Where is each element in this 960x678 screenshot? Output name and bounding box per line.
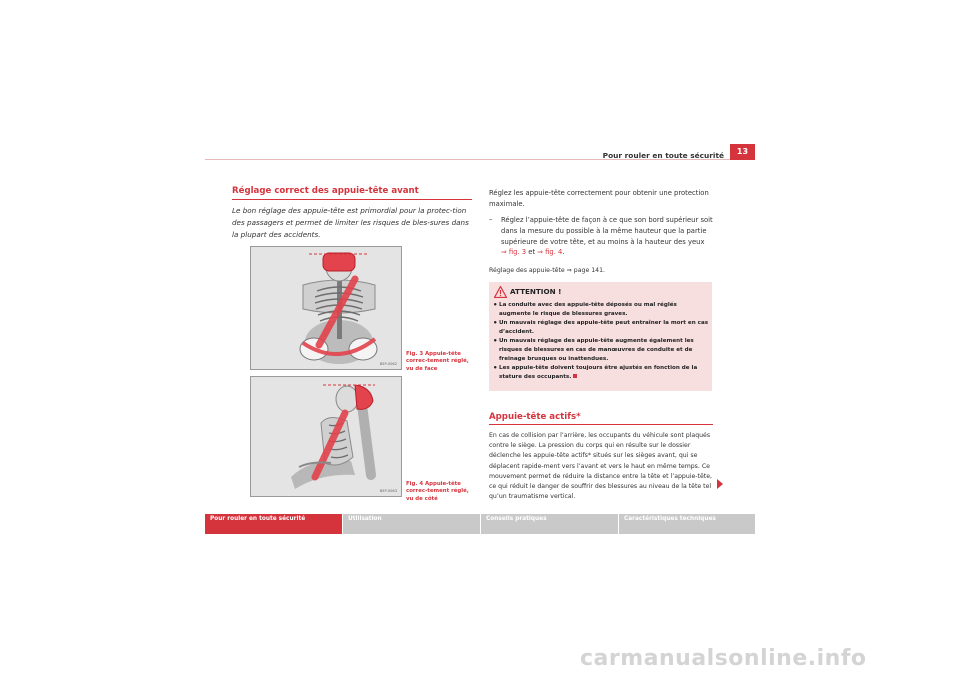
tab-technical-specs[interactable] — [619, 514, 755, 534]
paragraph-active-headrests: En cas de collision par l’arrière, les occupants du véhicule sont plaqués contre le siège. La pression du corps qui en résulte sur le dossier déclenche les appuie-tête actifs* situés sur les sièges avant, qui se déplacent rapide-ment vers l’avant et vers le haut en même temps. Ce mouvement permet de réduire la distance entre la tête et l’appuie-tête, ce qui réduit le danger de souffrir des blessures au niveau de la tête tel qu’un traumatisme vertical. — [489, 432, 712, 501]
link-fig-4[interactable]: ⇒ fig. 4 — [537, 248, 563, 257]
section-heading-front-headrests: Réglage correct des appuie-tête avant — [232, 186, 419, 196]
headrest-reference-link[interactable]: Réglage des appuie-tête ⇒ page 141. — [489, 267, 605, 274]
intro-text: Le bon réglage des appuie-tête est primordial pour la protec-tion des passagers et permet de limiter les risques de bles-sures dans la plupart des accidents. — [232, 206, 469, 239]
section-heading-active-headrests: Appuie-tête actifs* — [489, 412, 581, 422]
figure-3-caption: Fig. 3 Appuie-tête correc-tement réglé, vu de face — [406, 351, 469, 372]
bullet: • — [493, 337, 498, 346]
warning-item-text: Un mauvais réglage des appuie-tête augmente également les risques de blessures en cas de manœuvres de conduite et de freinage brusques ou inattendues. — [499, 338, 694, 362]
step-and: et — [526, 248, 538, 257]
warning-box — [489, 282, 712, 391]
bullet: • — [493, 319, 498, 328]
link-fig-3[interactable]: ⇒ fig. 3 — [501, 248, 527, 257]
warning-title: ATTENTION ! — [510, 287, 562, 296]
warning-item-text: Un mauvais réglage des appuie-tête peut entraîner la mort en cas d’accident. — [499, 320, 709, 335]
tab-label: Pour rouler en toute sécurité — [210, 516, 306, 522]
figure-4-side-view — [250, 376, 402, 497]
figure-4-caption: Fig. 4 Appuie-tête correc-tement réglé, vu de côté — [406, 481, 469, 502]
heading-rule — [489, 424, 713, 425]
tab-safety[interactable] — [205, 514, 342, 534]
step-dash: – — [489, 216, 493, 224]
next-page-arrow-icon[interactable] — [717, 479, 723, 489]
headrest-side-illustration — [251, 377, 401, 496]
header-title: Pour rouler en toute sécurité — [602, 151, 724, 160]
tab-label: Utilisation — [348, 516, 382, 522]
tab-label: Conseils pratiques — [486, 516, 547, 522]
figure-code: B5P-0063 — [379, 489, 397, 493]
instruction-step — [489, 215, 714, 258]
tab-label: Caractéristiques techniques — [624, 516, 716, 522]
tab-operation[interactable] — [343, 514, 480, 534]
warning-triangle-icon — [494, 286, 507, 298]
page-number: 13 — [736, 147, 749, 156]
bullet: • — [493, 364, 498, 373]
step-end: . — [562, 248, 565, 257]
figure-code: B5P-0062 — [379, 362, 397, 366]
figure-3-front-view — [250, 246, 402, 370]
headrest-front-illustration — [251, 247, 401, 369]
page-number-box — [730, 144, 755, 160]
heading-rule — [232, 199, 472, 200]
warning-item — [493, 319, 709, 336]
warning-item — [493, 364, 709, 381]
step-text: Réglez l’appuie-tête de façon à ce que son bord supérieur soit dans la mesure du possible à la même hauteur que la partie supérieure de votre tête, et au moins à la hauteur des yeux — [501, 216, 713, 246]
warning-item — [493, 337, 709, 363]
warning-item-text: La conduite avec des appuie-tête déposés ou mal réglés augmente le risque de blessures graves. — [499, 302, 677, 317]
warning-list — [493, 301, 709, 382]
warning-item-text: Les appuie-tête doivent toujours être ajustés en fonction de la stature des occupants. — [499, 365, 698, 380]
tab-practical-tips[interactable] — [481, 514, 618, 534]
end-marker-icon — [573, 374, 577, 378]
paragraph-protection: Réglez les appuie-tête correctement pour obtenir une protection maximale. — [489, 189, 709, 208]
bullet: • — [493, 301, 498, 309]
warning-item — [493, 301, 709, 318]
watermark: carmanualsonline.info — [580, 646, 867, 671]
